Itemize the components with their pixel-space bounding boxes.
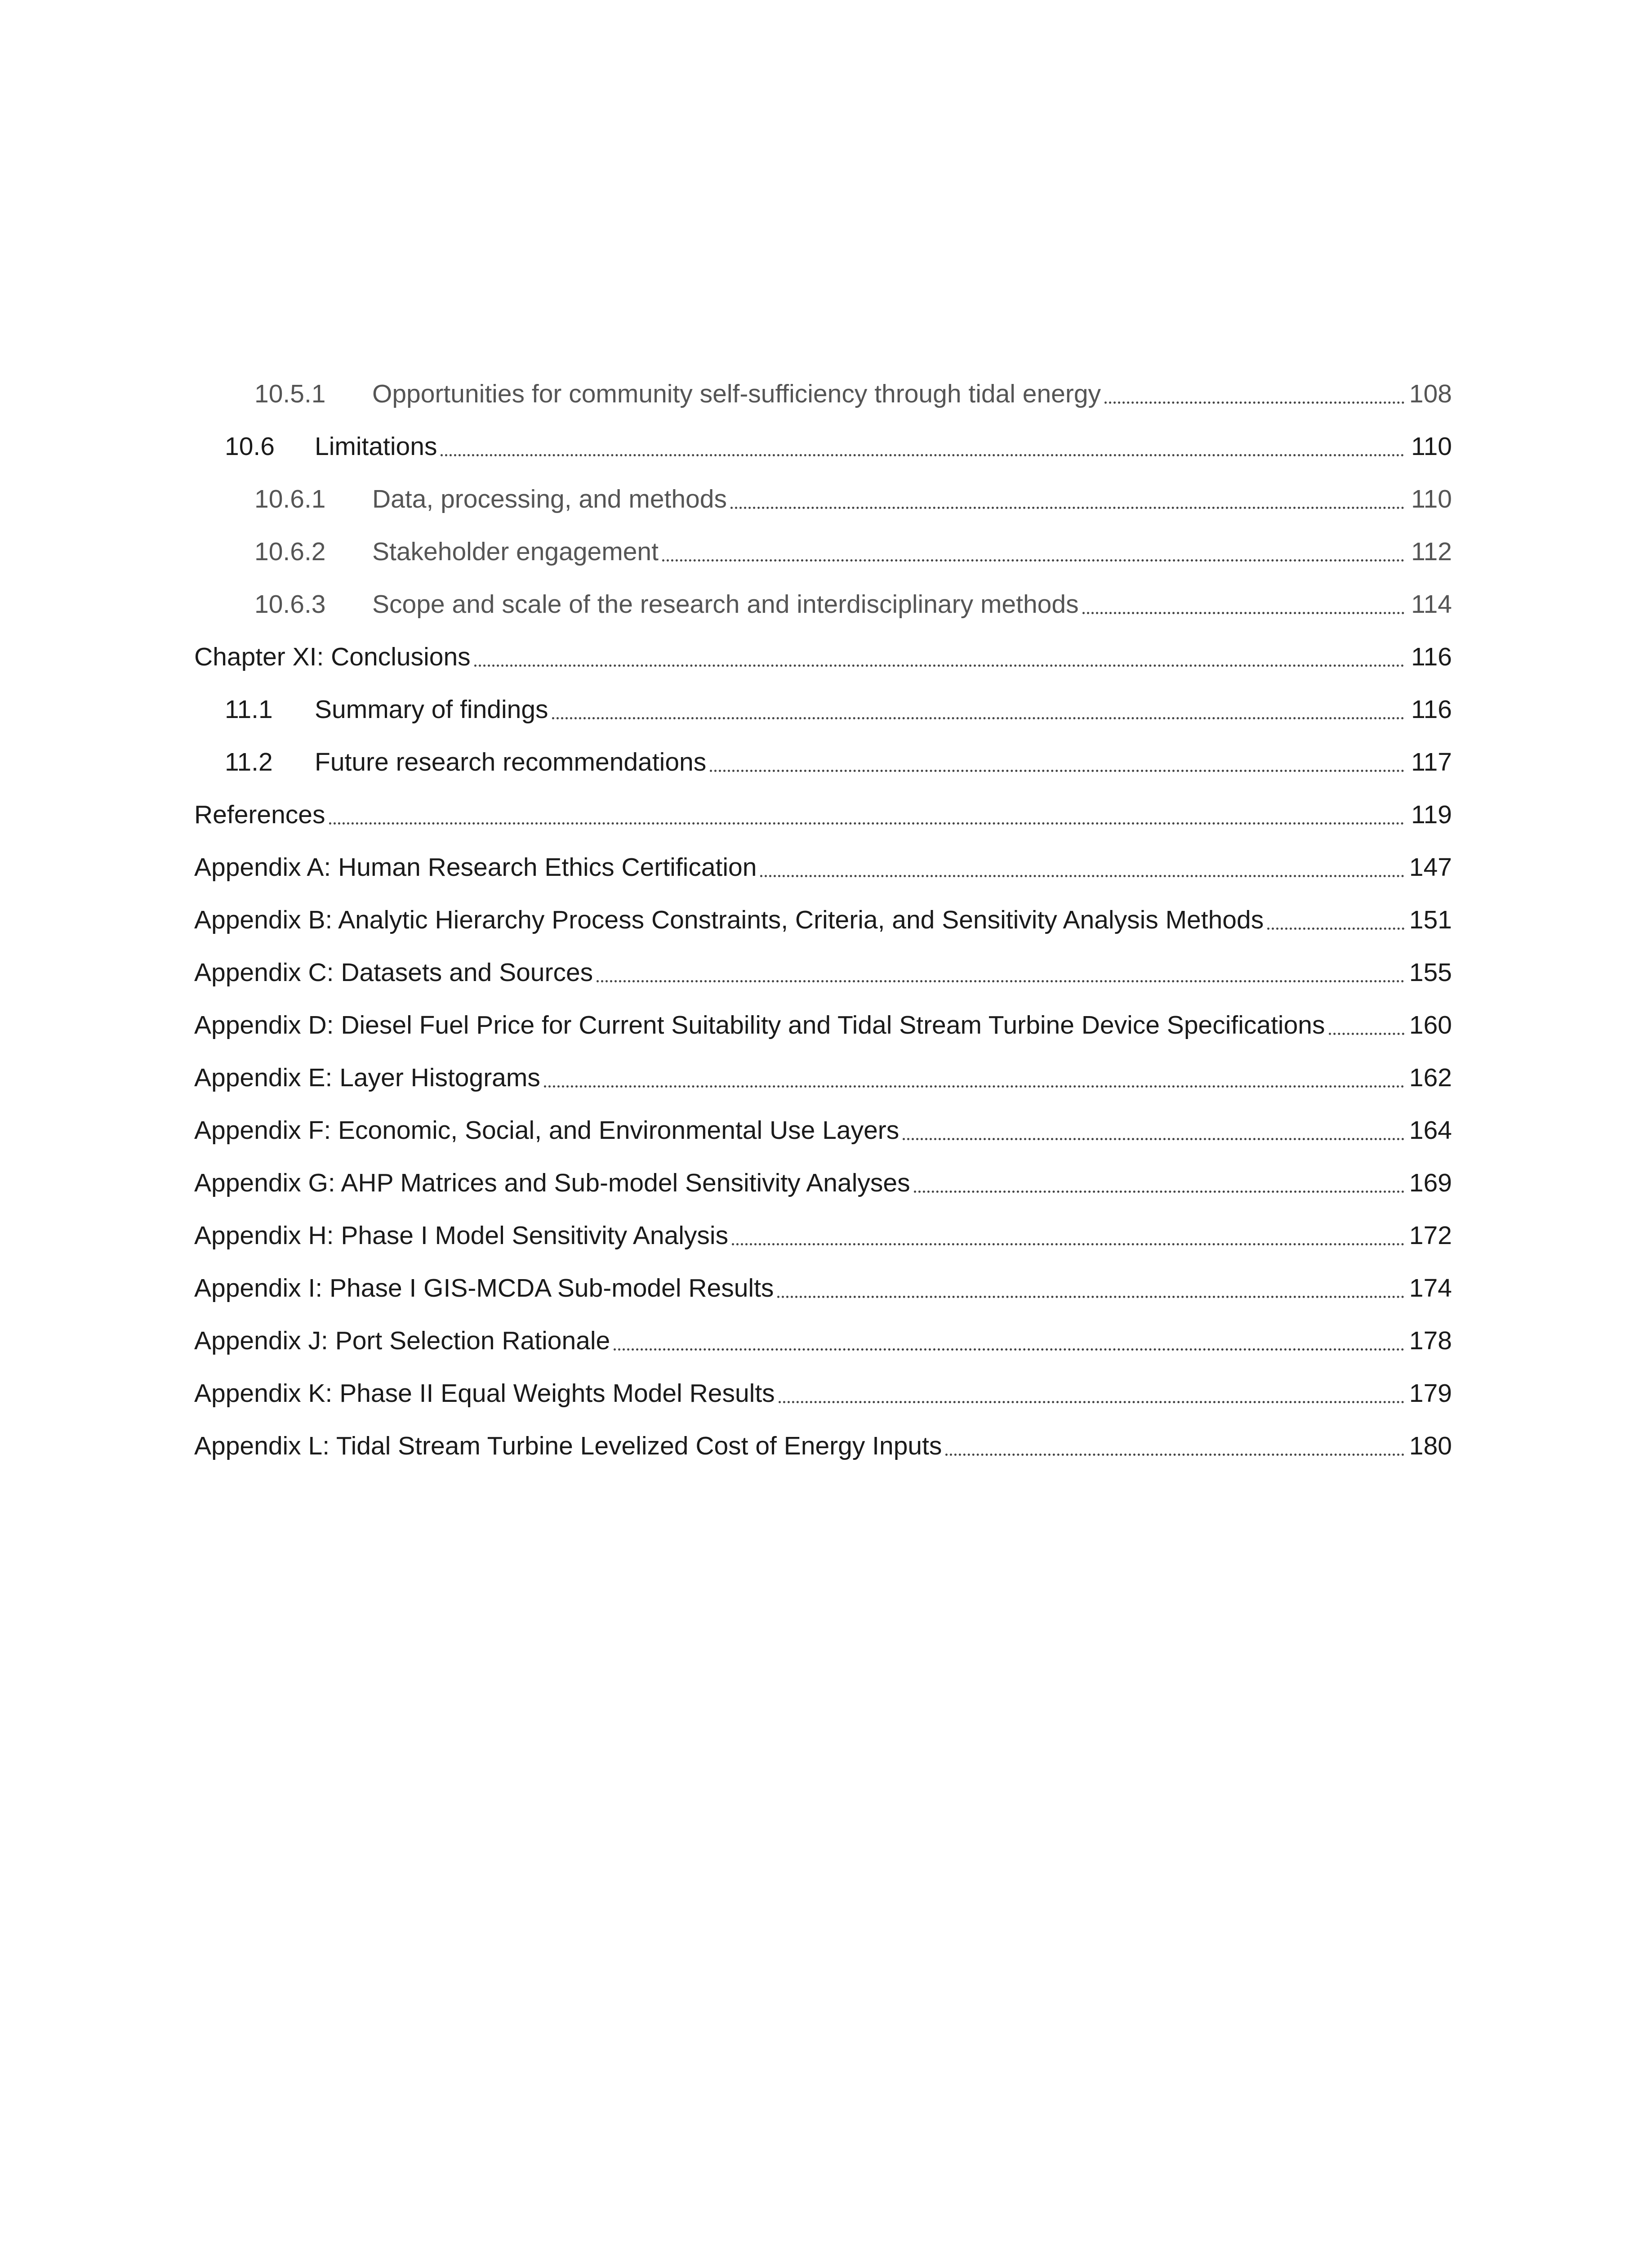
dot-leader (597, 980, 1404, 982)
dot-leader (552, 717, 1404, 719)
toc-entry-title: Scope and scale of the research and interdisciplinary methods (372, 590, 1079, 619)
toc-entry-page: 178 (1409, 1326, 1452, 1355)
toc-entry[interactable] (194, 1420, 1452, 1472)
toc-entry-page: 169 (1409, 1169, 1452, 1197)
toc-entry-page: 180 (1409, 1432, 1452, 1460)
dot-leader (710, 769, 1404, 772)
toc-entry-title: Summary of findings (315, 695, 548, 724)
toc-entry-title: Opportunities for community self-sufficiency through tidal energy (372, 379, 1101, 408)
toc-entry[interactable] (194, 1367, 1452, 1420)
dot-leader (777, 1295, 1404, 1298)
toc-entry[interactable] (194, 736, 1452, 789)
dot-leader (662, 559, 1404, 562)
toc-entry-title: Appendix L: Tidal Stream Turbine Levelized Cost of Energy Inputs (194, 1432, 942, 1460)
toc-entry-page: 108 (1409, 379, 1452, 408)
toc-entry[interactable] (194, 1157, 1452, 1209)
toc-entry-title: Limitations (315, 432, 437, 461)
toc-entry[interactable] (194, 1104, 1452, 1157)
toc-entry-title: Appendix J: Port Selection Rationale (194, 1326, 610, 1355)
toc-entry-page: 174 (1409, 1274, 1452, 1302)
toc-entry-title: Appendix C: Datasets and Sources (194, 958, 593, 987)
toc-entry-title: Future research recommendations (315, 748, 707, 776)
dot-leader (329, 822, 1405, 825)
dot-leader (945, 1453, 1404, 1456)
toc-entry[interactable] (194, 420, 1452, 473)
toc-entry-title: Appendix I: Phase I GIS-MCDA Sub-model Results (194, 1274, 774, 1302)
toc-entry[interactable] (194, 999, 1452, 1052)
toc-entry-page: 116 (1411, 642, 1452, 671)
toc-entry[interactable] (194, 946, 1452, 999)
toc-entry[interactable] (194, 1052, 1452, 1104)
toc-entry-number: 10.5.1 (254, 379, 326, 408)
toc-entry-title: Appendix E: Layer Histograms (194, 1063, 540, 1092)
toc-entry-page: 117 (1411, 748, 1452, 776)
toc-entry[interactable] (194, 473, 1452, 526)
toc-entry-page: 114 (1411, 590, 1452, 619)
toc-entry-title: Appendix G: AHP Matrices and Sub-model Sensitivity Analyses (194, 1169, 910, 1197)
toc-entry[interactable] (194, 841, 1452, 894)
dot-leader (730, 506, 1404, 509)
dot-leader (1267, 927, 1404, 930)
toc-entry[interactable] (194, 368, 1452, 420)
dot-leader (544, 1085, 1404, 1088)
dot-leader (1082, 611, 1404, 614)
toc-entry-page: 110 (1411, 432, 1452, 461)
dot-leader (1329, 1032, 1405, 1035)
toc-entry[interactable] (194, 1315, 1452, 1367)
toc-entry-title: Chapter XI: Conclusions (194, 642, 471, 671)
table-of-contents (194, 368, 1452, 1472)
toc-entry-number: 10.6.2 (254, 537, 326, 566)
toc-entry-number: 11.1 (225, 695, 273, 724)
toc-entry[interactable] (194, 526, 1452, 578)
toc-entry-title: Data, processing, and methods (372, 485, 727, 513)
toc-entry-page: 147 (1409, 853, 1452, 882)
dot-leader (1104, 401, 1404, 404)
dot-leader (779, 1401, 1404, 1403)
toc-entry-number: 11.2 (225, 748, 273, 776)
toc-entry-title: Appendix D: Diesel Fuel Price for Current Suitability and Tidal Stream Turbine Device Specifications (194, 1011, 1325, 1039)
toc-entry-page: 162 (1409, 1063, 1452, 1092)
dot-leader (914, 1190, 1404, 1193)
toc-entry[interactable] (194, 683, 1452, 736)
toc-entry[interactable] (194, 631, 1452, 683)
toc-entry-title: References (194, 800, 325, 829)
toc-entry-title: Stakeholder engagement (372, 537, 659, 566)
toc-entry-title: Appendix F: Economic, Social, and Environmental Use Layers (194, 1116, 899, 1145)
toc-entry-page: 151 (1409, 905, 1452, 934)
toc-entry[interactable] (194, 894, 1452, 946)
toc-entry-title: Appendix K: Phase II Equal Weights Model Results (194, 1379, 775, 1408)
toc-entry-number: 10.6.1 (254, 485, 326, 513)
toc-entry-title: Appendix H: Phase I Model Sensitivity Analysis (194, 1221, 729, 1250)
toc-entry-title: Appendix A: Human Research Ethics Certification (194, 853, 757, 882)
toc-entry-page: 179 (1409, 1379, 1452, 1408)
toc-entry[interactable] (194, 1262, 1452, 1315)
toc-entry[interactable] (194, 1209, 1452, 1262)
toc-entry[interactable] (194, 578, 1452, 631)
toc-entry-page: 164 (1409, 1116, 1452, 1145)
dot-leader (903, 1137, 1404, 1140)
toc-entry-page: 112 (1411, 537, 1452, 566)
toc-entry-number: 10.6 (225, 432, 275, 461)
dot-leader (441, 454, 1404, 456)
dot-leader (614, 1348, 1404, 1351)
toc-entry-page: 119 (1411, 800, 1452, 829)
dot-leader (732, 1243, 1404, 1245)
toc-entry-title: Appendix B: Analytic Hierarchy Process Constraints, Criteria, and Sensitivity Analysis Methods (194, 905, 1264, 934)
dot-leader (760, 874, 1404, 877)
toc-entry-page: 155 (1409, 958, 1452, 987)
toc-entry-page: 160 (1409, 1011, 1452, 1039)
toc-entry-page: 116 (1411, 695, 1452, 724)
dot-leader (474, 664, 1404, 667)
toc-entry-page: 110 (1411, 485, 1452, 513)
toc-entry-number: 10.6.3 (254, 590, 326, 619)
toc-entry-page: 172 (1409, 1221, 1452, 1250)
toc-entry[interactable] (194, 789, 1452, 841)
